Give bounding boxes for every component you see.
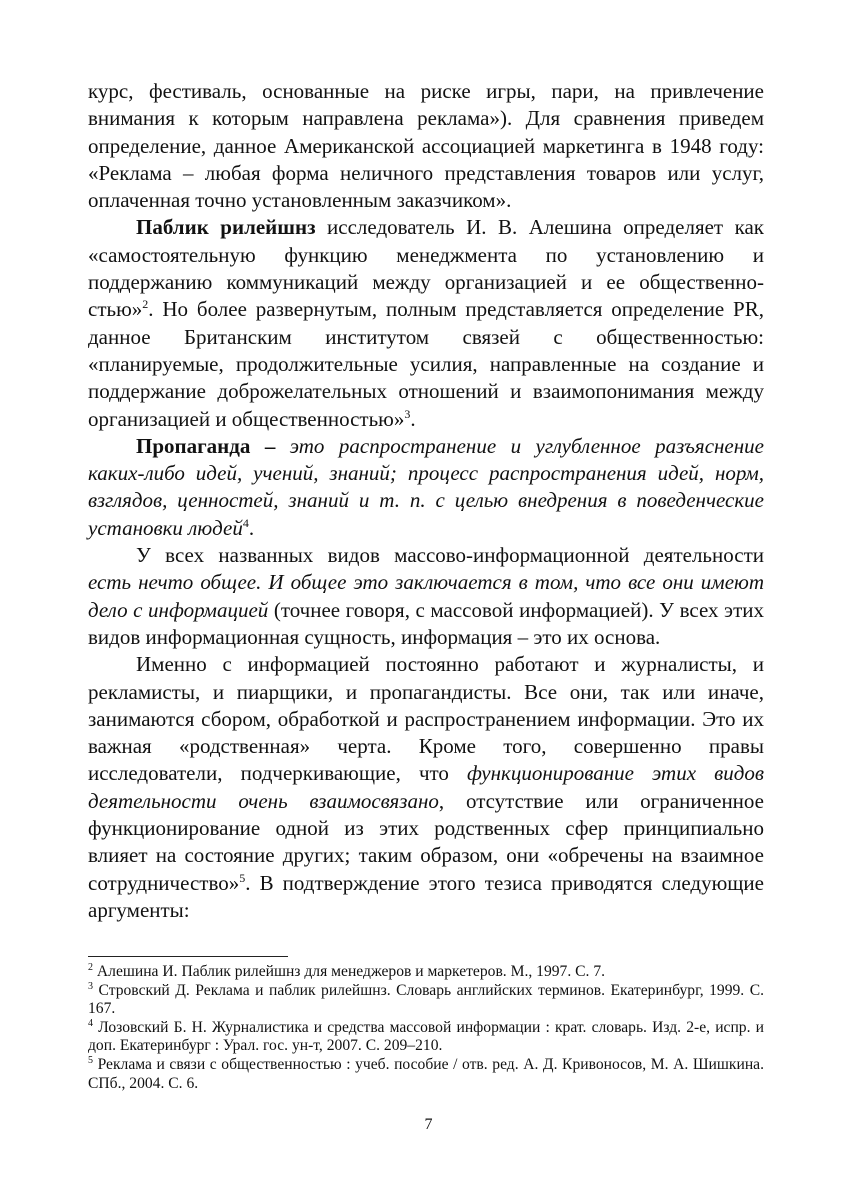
term-public-relations: Паблик рилейшнз: [136, 215, 316, 240]
paragraph-5-text-b: , отсутствие или ограниченное функционирование одной из этих родственных сфер принципиально влияет на состояние других; таким образом, они «обречены на взаимное сотрудничество»: [88, 788, 764, 895]
footnote-2: [88, 963, 764, 982]
footnote-text: Алешина И. Паблик рилейшнз для менеджеров и маркетеров. М., 1997. С. 7.: [93, 963, 606, 980]
paragraph-3-tail: .: [248, 515, 255, 540]
paragraph-2-text-c: .: [410, 406, 416, 431]
paragraph-4: [88, 542, 764, 651]
footnote-ref-4[interactable]: 4: [242, 515, 249, 530]
footnote-5: [88, 1056, 764, 1093]
paragraph-4-text-b: (точнее говоря, с массовой информацией). У всех этих видов информационная сущность, информация – это их основа.: [88, 597, 764, 649]
paragraph-5-text-c: . В подтверждение этого тезиса приводятся следующие аргументы:: [88, 870, 764, 922]
term-propaganda: Пропаганда –: [136, 433, 276, 458]
paragraph-1-text: курс, фестиваль, основанные на риске игры, пари, на привлечение внимания к которым направлена реклама»). Для сравнения приведем определение, данное Американской ассоциацией маркетинга в 1948 году: «Реклама – любая форма неличного представления товаров или услуг, оплаченная точно установленным заказчиком».: [88, 79, 764, 213]
paragraph-5-text-a: Именно с информацией постоянно работают и журналисты, и рекламисты, и пиарщики, и пропагандисты. Все они, так или иначе, занимаются сбором, обработкой и распространением информации. Это их важная «родственная» черта. Кроме того, совершенно правы исследователи, подчеркивающие, что: [88, 652, 764, 786]
paragraph-2: [88, 214, 764, 432]
paragraph-3-definition: это распространение и углубленное разъяснение каких-либо идей, учений, знаний; процесс распространения идей, норм, взглядов, ценностей, знаний и т. п. с целью внедрения в поведенческие установки людей: [88, 433, 764, 540]
footnote-text: Реклама и связи с общественностью : учеб. пособие / отв. ред. А. Д. Кривоносов, М. А. Шишкина. СПб., 2004. С. 6.: [88, 1055, 764, 1092]
footnote-number: 2: [88, 961, 93, 973]
paragraph-2-text-a: исследователь И. В. Алешина определяет как «самостоятельную функцию менеджмента по установлению и поддержанию коммуникаций между организацией и ее общественностью»: [88, 215, 765, 322]
footnote-ref-2[interactable]: 2: [142, 297, 149, 312]
main-text: [88, 78, 764, 924]
paragraph-4-text-a: У всех названных видов массово-информационной деятельности: [136, 543, 764, 568]
footnotes: [88, 963, 764, 1093]
paragraph-2-text-b: . Но более развернутым, полным представляется определение PR, данное Британским институтом связей с общественностью: «планируемые, продолжительные усилия, направленные на создание и поддержание доброжелательных отношений и взаимопонимания между организацией и общественностью»: [88, 297, 764, 431]
footnote-ref-3[interactable]: 3: [404, 406, 411, 421]
footnote-number: 5: [88, 1054, 93, 1066]
paragraph-5: [88, 651, 764, 924]
footnote-4: [88, 1019, 764, 1056]
paragraph-4-emphasis: есть нечто общее. И общее это заключается в том, что все они имеют дело с информацией: [88, 570, 764, 622]
footnote-text: Стровский Д. Реклама и паблик рилейшнз. Словарь английских терминов. Екатеринбург, 1999. С. 167.: [88, 981, 764, 1018]
footnote-number: 4: [88, 1017, 93, 1029]
footnote-separator: [88, 956, 288, 957]
page-body: [88, 78, 764, 924]
footnote-text: Лозовский Б. Н. Журналистика и средства массовой информации : крат. словарь. Изд. 2-е, испр. и доп. Екатеринбург : Урал. гос. ун-т, 2007. С. 209–210.: [88, 1018, 764, 1055]
footnote-number: 3: [88, 980, 93, 992]
paragraph-1: [88, 78, 764, 214]
page-number: 7: [424, 1116, 433, 1133]
paragraph-5-emphasis: функционирование этих видов деятельности очень взаимосвязано: [88, 761, 764, 813]
footnote-ref-5[interactable]: 5: [239, 870, 246, 885]
footnote-3: [88, 982, 764, 1019]
paragraph-3: [88, 433, 764, 542]
